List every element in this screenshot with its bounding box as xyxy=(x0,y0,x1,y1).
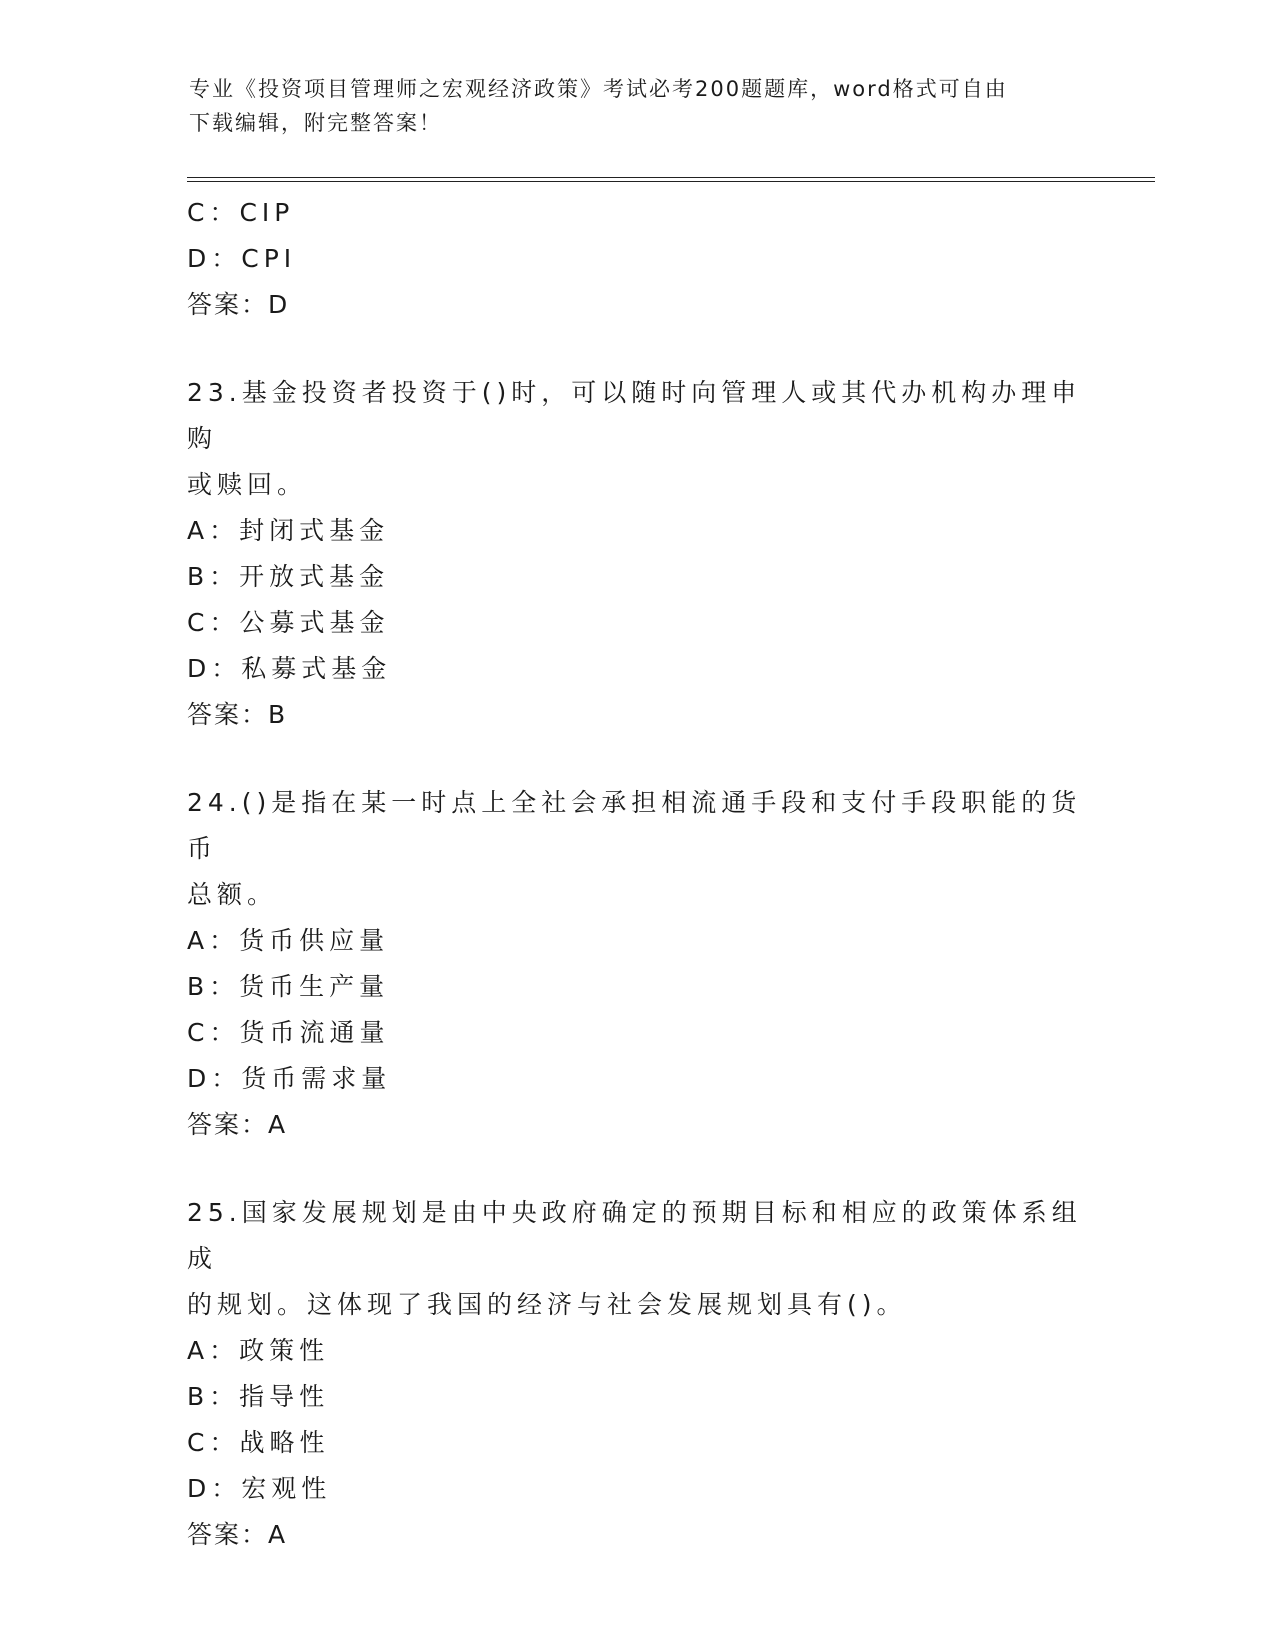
spacer xyxy=(187,328,1087,370)
question-text-continued: 或赎回。 xyxy=(187,470,308,499)
option-c: C：CIP xyxy=(187,198,295,227)
question-23 xyxy=(187,370,1087,738)
option-c: C：公募式基金 xyxy=(187,608,390,637)
question-text: 23.基金投资者投资于()时，可以随时向管理人或其代办机构办理申购 xyxy=(187,378,1082,453)
option-b: B：货币生产量 xyxy=(187,972,390,1001)
question-list xyxy=(187,190,1087,1558)
question-text-continued: 的规划。这体现了我国的经济与社会发展规划具有()。 xyxy=(187,1290,907,1319)
option-a: A：货币供应量 xyxy=(187,926,390,955)
option-d: D：宏观性 xyxy=(187,1474,332,1503)
question-text: 24.()是指在某一时点上全社会承担相流通手段和支付手段职能的货币 xyxy=(187,788,1082,863)
header-divider-bottom xyxy=(187,181,1155,182)
carryover-question xyxy=(187,190,1087,328)
header-line-1: 专业《投资项目管理师之宏观经济政策》考试必考200题题库，word格式可自由 xyxy=(189,77,1008,101)
question-25 xyxy=(187,1190,1087,1558)
option-b: B：指导性 xyxy=(187,1382,330,1411)
option-c: C：战略性 xyxy=(187,1428,330,1457)
header-divider-top xyxy=(187,177,1155,178)
option-d: D：CPI xyxy=(187,244,297,273)
answer-line: 答案：A xyxy=(187,1110,288,1139)
spacer xyxy=(187,1148,1087,1190)
question-text-continued: 总额。 xyxy=(187,880,278,909)
answer-line: 答案：D xyxy=(187,290,290,319)
option-d: D：私募式基金 xyxy=(187,654,392,683)
answer-line: 答案：A xyxy=(187,1520,288,1549)
document-header xyxy=(189,72,1069,140)
spacer xyxy=(187,738,1087,780)
option-b: B：开放式基金 xyxy=(187,562,390,591)
option-a: A：封闭式基金 xyxy=(187,516,390,545)
answer-line: 答案：B xyxy=(187,700,288,729)
option-a: A：政策性 xyxy=(187,1336,330,1365)
header-line-2: 下载编辑，附完整答案！ xyxy=(189,111,442,135)
option-c: C：货币流通量 xyxy=(187,1018,390,1047)
option-d: D：货币需求量 xyxy=(187,1064,392,1093)
question-24 xyxy=(187,780,1087,1148)
question-text: 25.国家发展规划是由中央政府确定的预期目标和相应的政策体系组成 xyxy=(187,1198,1082,1273)
